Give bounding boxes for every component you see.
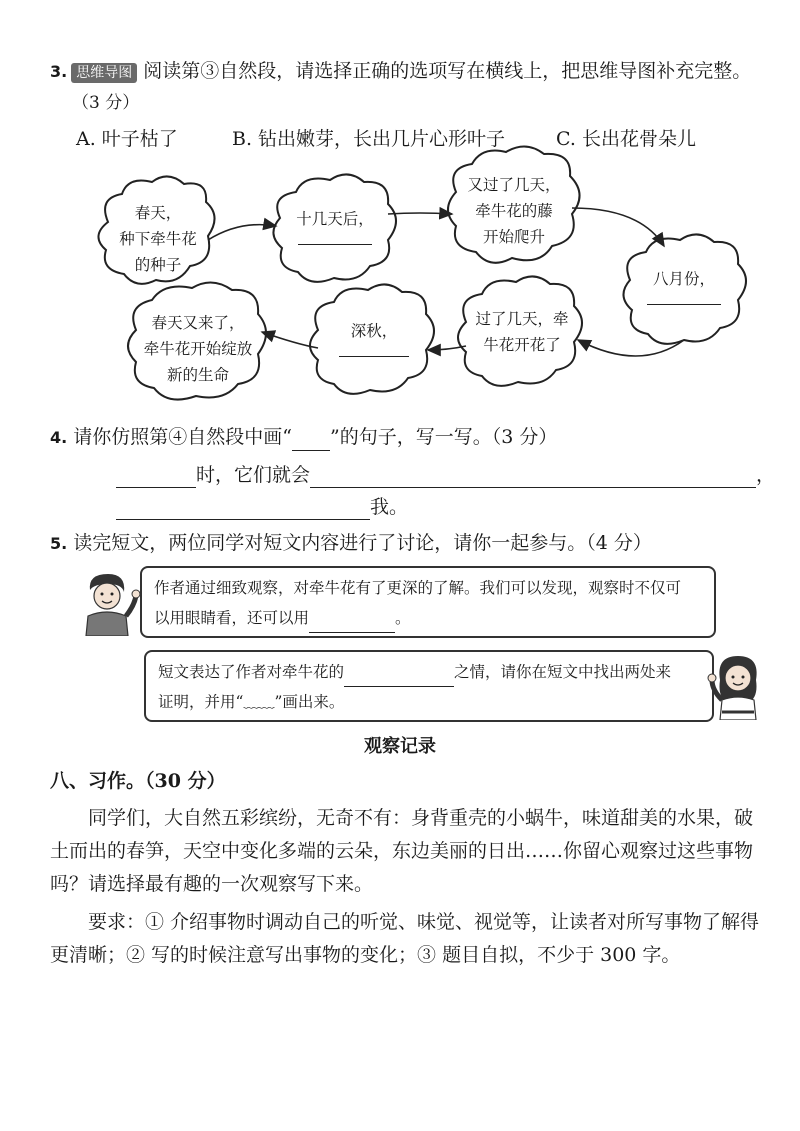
cloud-4-text: 八月份，	[634, 266, 734, 305]
q5-prompt-line: 5. 读完短文，两位同学对短文内容进行了讨论，请你一起参与。（4 分）	[50, 532, 652, 554]
arrow-6-7	[262, 332, 318, 348]
q4-underline-sample	[292, 432, 330, 451]
q4-number: 4.	[50, 428, 68, 447]
q3-option-c: C. 长出花骨朵儿	[556, 128, 696, 150]
s8-paragraph-2: 要求：① 介绍事物时调动自己的听觉、味觉、视觉等，让读者对所写事物了解得更清晰；② 写的时候注意写出事物的变化；③ 题目自拟，不少于 300 字。	[50, 911, 760, 966]
q3-option-a: A. 叶子枯了	[76, 128, 178, 150]
q4-blank-2[interactable]	[310, 465, 756, 488]
cloud-6-text: 深秋，	[322, 318, 426, 357]
speech-bubble-girl: 短文表达了作者对牵牛花的 之情，请你在短文中找出两处来 证明，并用“﹏﹏”画出来。	[144, 650, 714, 722]
cloud-7-text: 春天又来了， 牵牛花开始绽放 新的生命	[143, 314, 253, 384]
q4-answer-line-2: 我。	[116, 494, 408, 520]
cloud-3-text: 又过了几天， 牵牛花的藤 开始爬升	[467, 176, 561, 246]
girl-avatar	[706, 650, 772, 720]
q5-blank-2[interactable]	[344, 664, 454, 687]
cloud-1-text: 春天， 种下牵牛花 的种子	[119, 204, 197, 274]
cloud-5-text: 过了几天，牵 牛花开花了	[475, 310, 569, 354]
arrow-3-4	[572, 208, 664, 246]
q3-mindmap-tag: 思维导图	[71, 63, 137, 83]
arrow-5-6	[428, 346, 466, 350]
q4-blank-1[interactable]	[116, 465, 196, 488]
arrow-1-2	[208, 225, 276, 240]
boy-avatar	[72, 570, 142, 636]
q3-prompt: 阅读第③自然段，请选择正确的选项写在横线上，把思维导图补充完整。	[143, 60, 752, 82]
q4-answer-line-1: 时，它们就会 ，	[116, 462, 775, 488]
s8-paragraph-1: 同学们，大自然五彩缤纷，无奇不有：身背重壳的小蜗牛，味道甜美的水果，破土而出的春笋，天空中变化多端的云朵，东边美丽的日出……你留心观察过这些事物吗？请选择最有趣的一次观察写下来。	[50, 807, 754, 895]
wavy-line-mark: ﹏﹏	[243, 693, 275, 711]
q4-blank-3[interactable]	[116, 497, 370, 520]
q4-prompt-line: 4. 请你仿照第④自然段中画“ ”的句子，写一写。（3 分）	[50, 424, 557, 451]
cloud-2-blank[interactable]	[298, 238, 372, 245]
cloud-6-blank[interactable]	[339, 350, 409, 357]
q3-option-b: B. 钻出嫩芽，长出几片心形叶子	[232, 128, 506, 150]
cloud-4-blank[interactable]	[647, 298, 721, 305]
s8-heading: 八、习作。（30 分）	[50, 770, 226, 792]
section-title: 观察记录	[364, 736, 436, 757]
q3-score: （3 分）	[72, 93, 140, 113]
arrow-2-3	[388, 213, 452, 214]
cloud-2-text: 十几天后，	[284, 206, 386, 245]
q3-number: 3.	[50, 62, 68, 81]
q5-number: 5.	[50, 534, 68, 553]
speech-bubble-boy: 作者通过细致观察，对牵牛花有了更深的了解。我们可以发现，观察时不仅可 以用眼睛看，还可以用 。	[140, 566, 716, 638]
q5-blank-1[interactable]	[309, 610, 395, 633]
